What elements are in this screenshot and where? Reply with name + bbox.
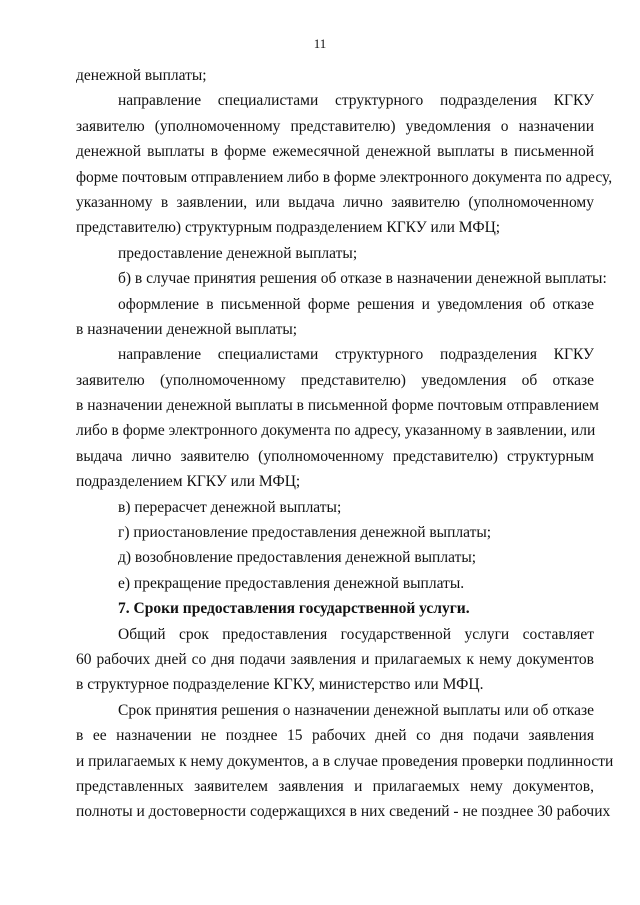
text-line: в назначении денежной выплаты в письменной форме почтовым отправлением [76, 397, 599, 415]
text-line: указанному в заявлении, или выдача лично заявителю (уполномоченному [76, 193, 594, 211]
text-line: заявителю (уполномоченному представителю) уведомления об отказе [76, 371, 594, 389]
text-line: Срок принятия решения о назначении денежной выплаты или об отказе [118, 701, 594, 719]
text-line: г) приостановление предоставления денежной выплаты; [118, 524, 492, 542]
section-heading: 7. Сроки предоставления государственной услуги. [118, 600, 470, 618]
text-line: выдача лично заявителю (уполномоченному представителю) структурным [76, 447, 594, 465]
text-line: представленных заявителем заявления и прилагаемых нему документов, [76, 777, 594, 795]
text-line: предоставление денежной выплаты; [118, 244, 358, 262]
text-line: представителю) структурным подразделением КГКУ или МФЦ; [76, 219, 501, 237]
text-line: оформление в письменной форме решения и уведомления об отказе [118, 295, 594, 313]
text-line: и прилагаемых к нему документов, а в случае проведения проверки подлинности [76, 752, 614, 770]
text-line: в назначении денежной выплаты; [76, 320, 298, 338]
text-line: в) перерасчет денежной выплаты; [118, 498, 342, 516]
text-line: форме почтовым отправлением либо в форме электронного документа по адресу, [76, 168, 613, 186]
text-line: б) в случае принятия решения об отказе в назначении денежной выплаты: [118, 270, 607, 288]
text-line: денежной выплаты; [76, 67, 207, 84]
text-line: 60 рабочих дней со дня подачи заявления и прилагаемых к нему документов [76, 650, 594, 668]
text-line: денежной выплаты в форме ежемесячной денежной выплаты в письменной [76, 143, 594, 161]
document-body [76, 63, 614, 825]
text-line: д) возобновление предоставления денежной выплаты; [118, 549, 477, 567]
text-line: е) прекращение предоставления денежной выплаты. [118, 574, 465, 592]
text-line: заявителю (уполномоченному представителю) уведомления о назначении [76, 117, 594, 135]
text-line: в ее назначении не позднее 15 рабочих дней со дня подачи заявления [76, 727, 594, 745]
text-line: подразделением КГКУ или МФЦ; [76, 473, 301, 491]
page-number: 11 [313, 36, 327, 51]
text-line: либо в форме электронного документа по адресу, указанному в заявлении, или [76, 422, 596, 440]
text-line: Общий срок предоставления государственной услуги составляет [118, 625, 594, 643]
text-line: полноты и достоверности содержащихся в них сведений - не позднее 30 рабочих [76, 803, 611, 821]
text-line: направление специалистами структурного подразделения КГКУ [118, 346, 594, 364]
text-line: в структурное подразделение КГКУ, министерство или МФЦ. [76, 676, 484, 694]
text-line: направление специалистами структурного подразделения КГКУ [118, 92, 594, 110]
